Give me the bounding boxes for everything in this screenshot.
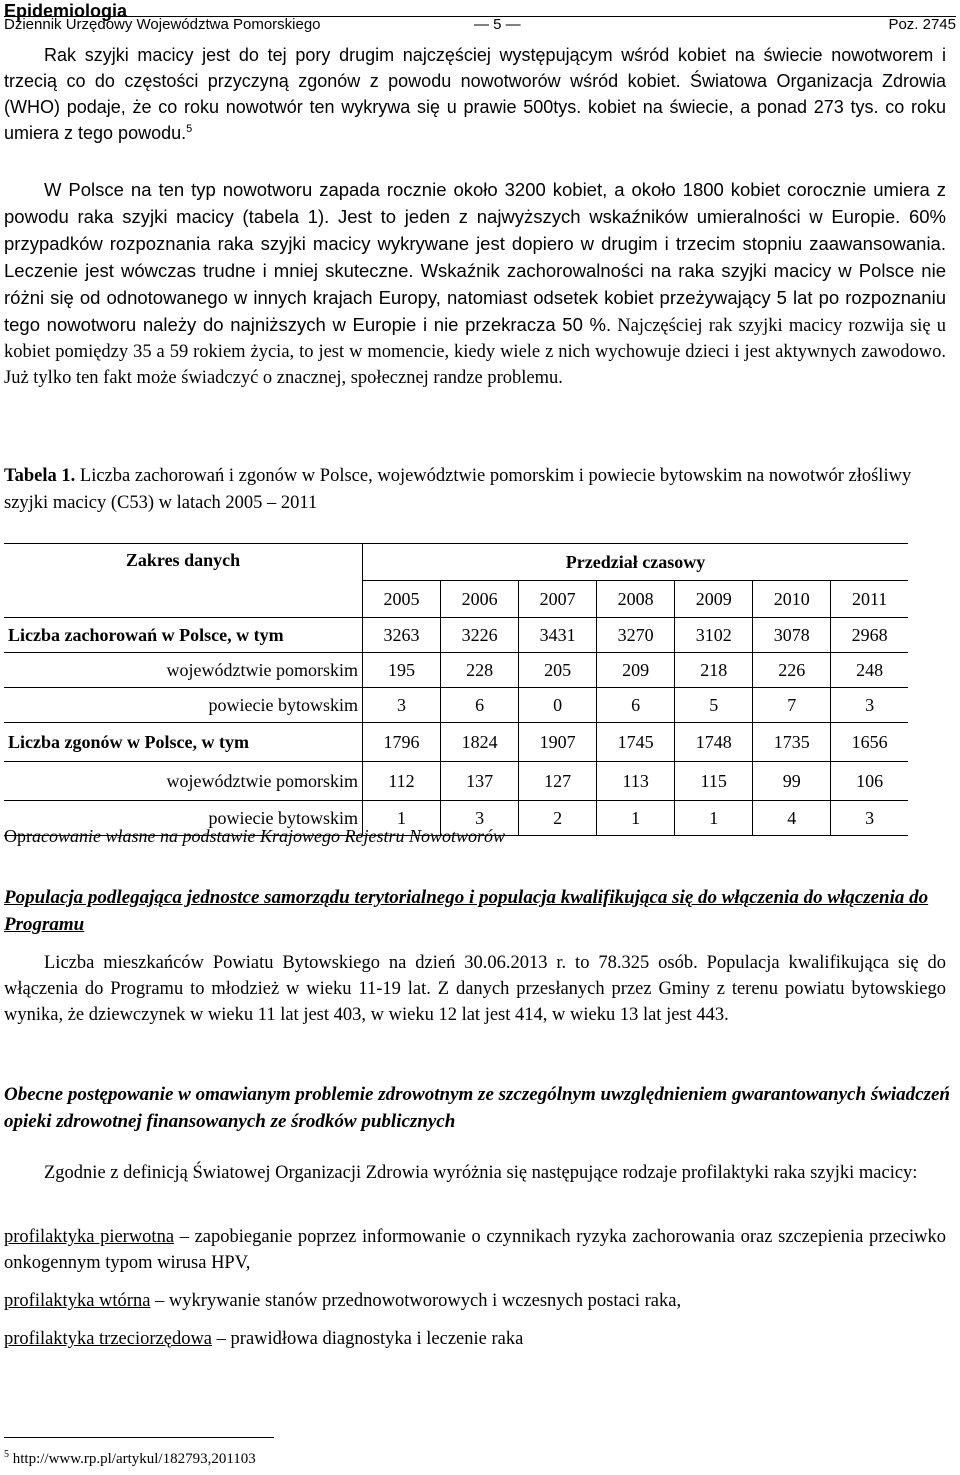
- data-cell: 6: [441, 688, 519, 723]
- prophylaxis-term: profilaktyka pierwotna: [4, 1227, 175, 1247]
- prophylaxis-term: profilaktyka wtórna: [4, 1291, 151, 1311]
- prophylaxis-term: profilaktyka trzeciorzędowa: [4, 1329, 213, 1349]
- data-cell: 1: [363, 801, 441, 836]
- data-cell: 3431: [519, 618, 597, 653]
- current-procedure-heading: Obecne postępowanie w omawianym problemie zdrowotnym ze szczególnym uwzględnieniem gwarantowanych świadczeń opieki zdrowotnej finansowanych ze środków publicznych: [4, 1084, 950, 1132]
- data-cell: 2: [519, 801, 597, 836]
- table-source-prefix: Opr: [4, 826, 32, 846]
- table-caption: [4, 463, 950, 517]
- data-cell: 112: [363, 762, 441, 801]
- data-cell: 195: [363, 653, 441, 688]
- year-cell: 2009: [675, 581, 753, 618]
- data-cell: 115: [675, 762, 753, 801]
- col-header-scope: Zakres danych: [4, 544, 363, 618]
- table-row: [4, 618, 908, 653]
- data-cell: 1: [597, 801, 675, 836]
- data-cell: 3270: [597, 618, 675, 653]
- data-cell: 4: [753, 801, 831, 836]
- data-cell: 1796: [363, 723, 441, 762]
- data-cell: 1735: [753, 723, 831, 762]
- table-source: [4, 824, 505, 848]
- table-row: [4, 653, 908, 688]
- year-cell: 2008: [597, 581, 675, 618]
- data-cell: 1907: [519, 723, 597, 762]
- footnote-link[interactable]: http://www.rp.pl/artykul/182793,201103: [9, 1451, 256, 1467]
- table-row: [4, 762, 908, 801]
- population-heading: Populacja podlegająca jednostce samorządu terytorialnego i populacja kwalifikująca się do włączenia do włączenia do Programu: [4, 887, 929, 935]
- col-header-period: Przedział czasowy: [363, 544, 909, 581]
- year-cell: 2006: [441, 581, 519, 618]
- data-cell: 218: [675, 653, 753, 688]
- prophylaxis-desc: – prawidłowa diagnostyka i leczenie raka: [212, 1329, 524, 1349]
- row-label: powiecie bytowskim: [4, 688, 363, 723]
- data-cell: 228: [441, 653, 519, 688]
- year-cell: 2011: [831, 581, 908, 618]
- prophylaxis-item-secondary: [4, 1288, 946, 1314]
- data-cell: 137: [441, 762, 519, 801]
- prophylaxis-item-primary: [4, 1224, 946, 1276]
- year-cell: 2010: [753, 581, 831, 618]
- table-header-row: [4, 544, 908, 581]
- position-number: Poz. 2745: [888, 16, 956, 33]
- data-cell: 106: [831, 762, 908, 801]
- population-paragraph: Liczba mieszkańców Powiatu Bytowskiego na dzień 30.06.2013 r. to 78.325 osób. Populacja kwalifikująca się do włączenia do Programu to młodzież w wieku 11-19 lat. Z danych przesłanych przez Gminy z terenu powiatu bytowskiego wynika, że dziewczynek w wieku 11 lat jest 403, w wieku 12 lat jest 414, w wieku 13 lat jest 443.: [4, 953, 946, 1025]
- table-source-italic: acowanie własne na podstawie Krajowego Rejestru Nowotworów: [32, 826, 506, 846]
- prophylaxis-desc: – zapobieganie poprzez informowanie o czynnikach ryzyka zachorowania oraz szczepienia przeciwko onkogennym typom wirusa HPV,: [4, 1227, 947, 1273]
- data-cell: 1745: [597, 723, 675, 762]
- year-cell: 2005: [363, 581, 441, 618]
- table-row: [4, 688, 908, 723]
- prophylaxis-intro: Zgodnie z definicją Światowej Organizacji Zdrowia wyróżnia się następujące rodzaje profilaktyki raka szyjki macicy:: [44, 1163, 918, 1183]
- section-title: Epidemiologia: [4, 1, 128, 21]
- data-cell: 99: [753, 762, 831, 801]
- table-caption-label: Tabela 1.: [4, 466, 76, 486]
- data-cell: 127: [519, 762, 597, 801]
- data-cell: 248: [831, 653, 908, 688]
- paragraph-poland-sans: W Polsce na ten typ nowotworu zapada rocznie około 3200 kobiet, a około 1800 kobiet corocznie umiera z powodu raka szyjki macicy (tabela 1). Jest to jeden z najwyższych wskaźników umieralności w Europie. 60% przypadków rozpoznania raka szyjki macicy wykrywane jest dopiero w drugim i trzecim stopniu zaawansowania. Leczenie jest wówczas trudne i mniej skuteczne. Wskaźnik zachorowalności na raka szyjki macicy w Polsce nie różni się od odnotowanego w innych krajach Europy, natomiast odsetek kobiet przeżywający 5 lat po rozpoznaniu tego nowotworu należy do najniższych w Europie i nie przekracza 50 %.: [4, 179, 946, 335]
- row-label: województwie pomorskim: [4, 762, 363, 801]
- data-cell: 3078: [753, 618, 831, 653]
- row-label: województwie pomorskim: [4, 653, 363, 688]
- data-cell: 1748: [675, 723, 753, 762]
- data-cell: 6: [597, 688, 675, 723]
- journal-name: Dziennik Urzędowy Województwa Pomorskiego: [4, 16, 321, 33]
- data-cell: 226: [753, 653, 831, 688]
- data-cell: 205: [519, 653, 597, 688]
- data-cell: 1824: [441, 723, 519, 762]
- data-cell: 1656: [831, 723, 908, 762]
- prophylaxis-desc: – wykrywanie stanów przednowotworowych i wczesnych postaci raka,: [150, 1291, 682, 1311]
- row-label: Liczba zgonów w Polsce, w tym: [4, 723, 363, 762]
- row-label: Liczba zachorowań w Polsce, w tym: [4, 618, 363, 653]
- data-cell: 7: [753, 688, 831, 723]
- paragraph-intro-text: Rak szyjki macicy jest do tej pory drugim najczęściej występującym wśród kobiet na świecie nowotworem i trzecią co do częstości przyczyną zgonów z powodu nowotworów wśród kobiet. Światowa Organizacja Zdrowia (WHO) podaje, że co roku nowotwór ten wykrywa się u prawie 500tys. kobiet na świecie, a ponad 273 tys. co roku umiera z tego powodu.: [4, 45, 946, 143]
- data-cell: 2968: [831, 618, 908, 653]
- footnote-number: 5: [4, 1449, 9, 1460]
- data-cell: 0: [519, 688, 597, 723]
- data-cell: 3: [831, 801, 908, 836]
- data-cell: 3263: [363, 618, 441, 653]
- paragraph-poland-serif: Najczęściej rak szyjki macicy rozwija się u kobiet pomiędzy 35 a 59 rokiem życia, to jest w momencie, kiedy wiele z nich wychowuje dzieci i jest aktywnych zawodowo. Już tylko ten fakt może świadczyć o znacznej, społecznej randze problemu.: [4, 316, 946, 388]
- prophylaxis-item-tertiary: [4, 1326, 946, 1352]
- row-label: powiecie bytowskim: [4, 801, 363, 836]
- data-cell: 5: [675, 688, 753, 723]
- data-cell: 1: [675, 801, 753, 836]
- page-number: — 5 —: [474, 16, 521, 33]
- data-cell: 113: [597, 762, 675, 801]
- page-header: [4, 15, 956, 33]
- table-row: [4, 723, 908, 762]
- table-caption-text: Liczba zachorowań i zgonów w Polsce, województwie pomorskim i powiecie bytowskim na nowotwór złośliwy szyjki macicy (C53) w latach 2005 – 2011: [4, 466, 912, 513]
- year-cell: 2007: [519, 581, 597, 618]
- data-cell: 3: [363, 688, 441, 723]
- footnote-separator: [4, 1437, 274, 1438]
- incidence-table: [4, 543, 908, 836]
- data-cell: 3102: [675, 618, 753, 653]
- paragraph-intro: [4, 42, 946, 146]
- data-cell: 3: [441, 801, 519, 836]
- data-cell: 3226: [441, 618, 519, 653]
- data-cell: 3: [831, 688, 908, 723]
- data-cell: 209: [597, 653, 675, 688]
- footnote: [4, 1449, 256, 1469]
- footnote-ref: 5: [186, 123, 193, 135]
- paragraph-poland: [4, 177, 946, 391]
